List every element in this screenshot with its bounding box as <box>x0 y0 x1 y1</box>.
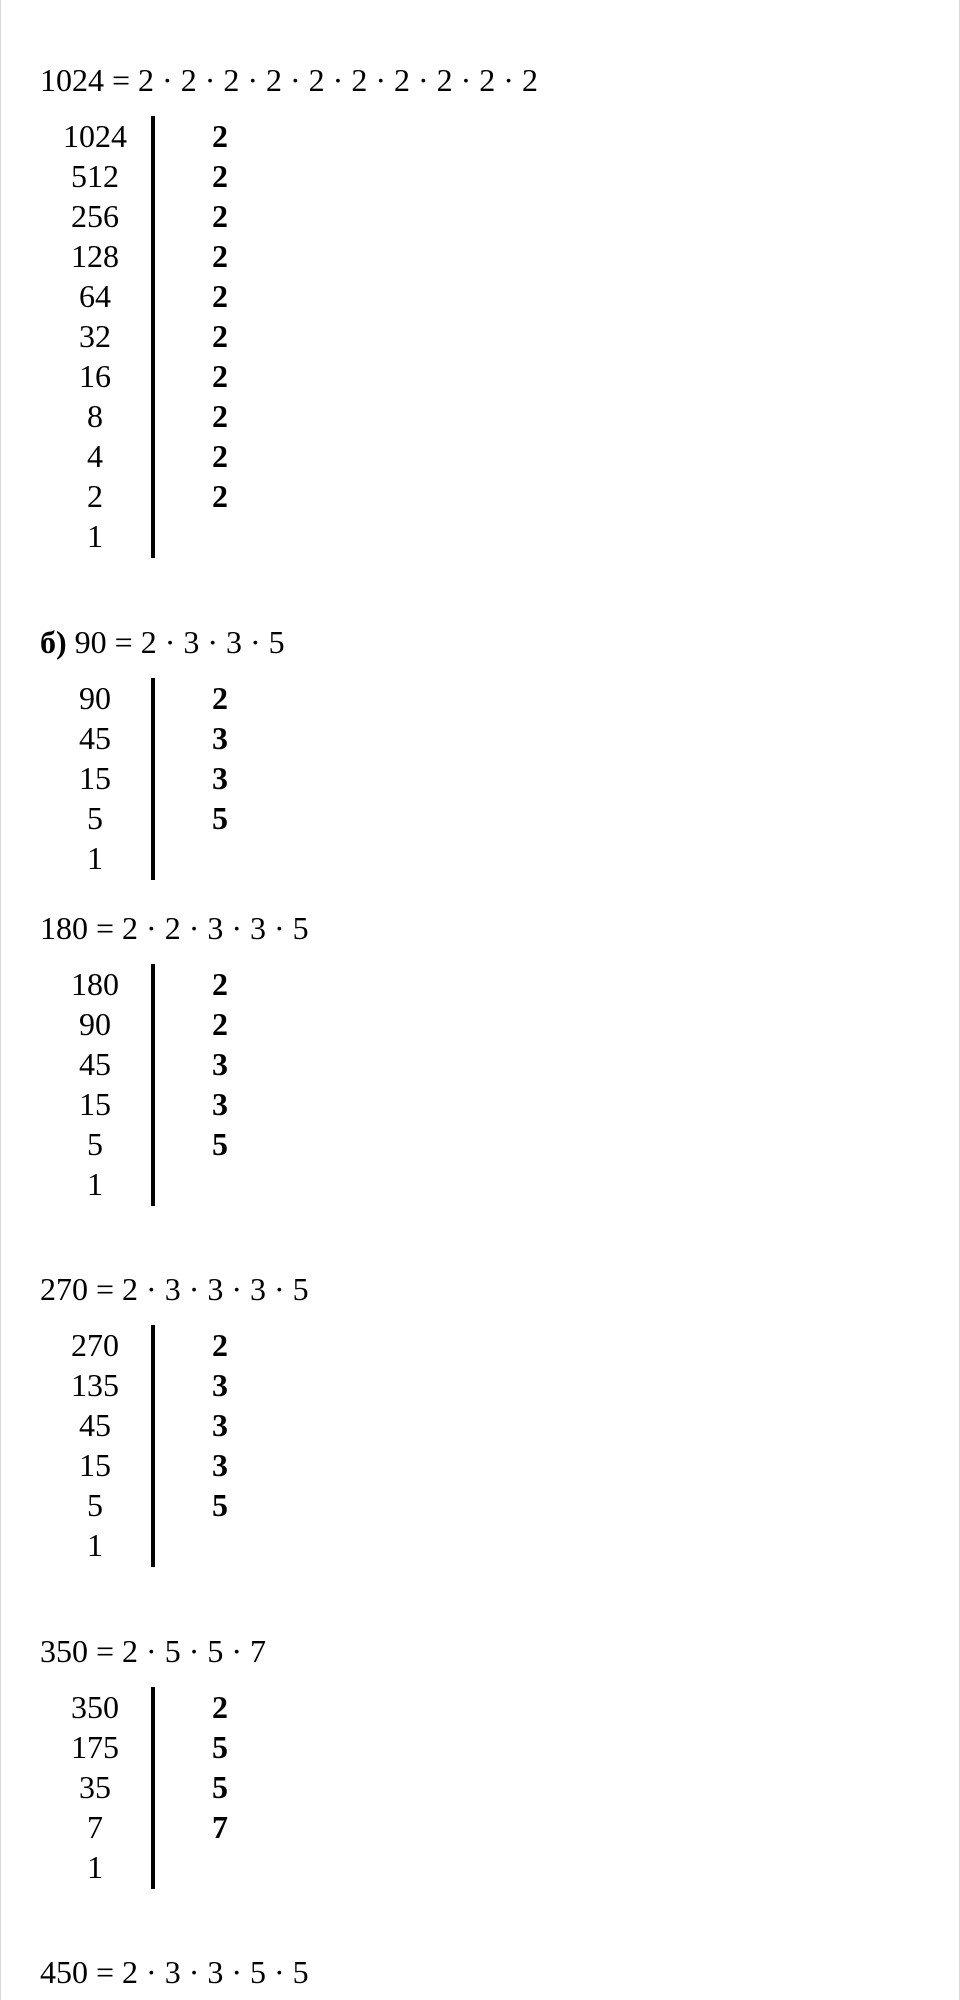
ladder-row <box>40 1485 280 1525</box>
dividend-number: 350 <box>71 1689 119 1725</box>
division-ladder <box>40 678 280 878</box>
ladder-row <box>40 1727 280 1767</box>
ladder-row <box>40 476 280 516</box>
dividend-number: 45 <box>79 1407 111 1443</box>
dividend-number: 90 <box>79 1006 111 1042</box>
ladder-row <box>40 436 280 476</box>
division-bar <box>151 116 155 558</box>
prime-factor: 2 <box>212 238 228 274</box>
ladder-row <box>40 276 280 316</box>
ladder-row <box>40 1847 280 1887</box>
dividend-number: 128 <box>71 238 119 274</box>
section-label: б) <box>40 624 67 660</box>
division-bar <box>151 678 155 880</box>
prime-factor: 3 <box>212 1447 228 1483</box>
ladder-row <box>40 678 280 718</box>
dividend-number: 512 <box>71 158 119 194</box>
ladder-row <box>40 1084 280 1124</box>
dividend-number: 1 <box>87 518 103 554</box>
dividend-number: 5 <box>87 800 103 836</box>
dividend-number: 1 <box>87 1527 103 1563</box>
prime-factor: 2 <box>212 358 228 394</box>
ladder-row <box>40 1365 280 1405</box>
equation-text: 1024 = 2 · 2 · 2 · 2 · 2 · 2 · 2 · 2 · 2 · 2 <box>40 62 538 98</box>
dividend-number: 15 <box>79 760 111 796</box>
prime-factor: 5 <box>212 1769 228 1805</box>
factorization-equation <box>40 908 309 948</box>
prime-factor: 2 <box>212 966 228 1002</box>
dividend-number: 1 <box>87 1849 103 1885</box>
prime-factor: 2 <box>212 198 228 234</box>
prime-factor: 2 <box>212 158 228 194</box>
ladder-row <box>40 316 280 356</box>
ladder-row <box>40 116 280 156</box>
prime-factor: 3 <box>212 1086 228 1122</box>
ladder-row <box>40 156 280 196</box>
prime-factor: 2 <box>212 1006 228 1042</box>
dividend-number: 1024 <box>63 118 127 154</box>
dividend-number: 15 <box>79 1447 111 1483</box>
dividend-number: 5 <box>87 1487 103 1523</box>
factorization-equation <box>40 1269 309 1309</box>
prime-factor: 2 <box>212 1327 228 1363</box>
equation-text: 90 = 2 · 3 · 3 · 5 <box>74 624 285 660</box>
prime-factor: 3 <box>212 1407 228 1443</box>
division-bar <box>151 1687 155 1889</box>
factorization-equation <box>40 60 538 100</box>
prime-factor: 5 <box>212 1487 228 1523</box>
prime-factor: 3 <box>212 760 228 796</box>
dividend-number: 35 <box>79 1769 111 1805</box>
prime-factor: 2 <box>212 398 228 434</box>
ladder-row <box>40 356 280 396</box>
prime-factor: 5 <box>212 1126 228 1162</box>
dividend-number: 270 <box>71 1327 119 1363</box>
division-ladder <box>40 1325 280 1565</box>
dividend-number: 1 <box>87 1166 103 1202</box>
ladder-row <box>40 964 280 1004</box>
division-bar <box>151 964 155 1206</box>
prime-factor: 2 <box>212 318 228 354</box>
ladder-row <box>40 1405 280 1445</box>
ladder-row <box>40 1004 280 1044</box>
dividend-number: 32 <box>79 318 111 354</box>
prime-factor: 3 <box>212 1367 228 1403</box>
prime-factor: 2 <box>212 118 228 154</box>
prime-factor: 2 <box>212 680 228 716</box>
ladder-row <box>40 516 280 556</box>
ladder-row <box>40 1325 280 1365</box>
division-ladder <box>40 116 280 556</box>
equation-text: 450 = 2 · 3 · 3 · 5 · 5 <box>40 1954 309 1990</box>
ladder-row <box>40 1767 280 1807</box>
prime-factor: 3 <box>212 720 228 756</box>
dividend-number: 16 <box>79 358 111 394</box>
ladder-row <box>40 758 280 798</box>
dividend-number: 15 <box>79 1086 111 1122</box>
dividend-number: 1 <box>87 840 103 876</box>
factorization-equation <box>40 622 285 662</box>
dividend-number: 175 <box>71 1729 119 1765</box>
factorization-equation <box>40 1952 309 1992</box>
factorization-equation <box>40 1631 266 1671</box>
equation-text: 270 = 2 · 3 · 3 · 3 · 5 <box>40 1271 309 1307</box>
dividend-number: 256 <box>71 198 119 234</box>
prime-factor: 2 <box>212 278 228 314</box>
dividend-number: 64 <box>79 278 111 314</box>
dividend-number: 5 <box>87 1126 103 1162</box>
equation-text: 180 = 2 · 2 · 3 · 3 · 5 <box>40 910 309 946</box>
dividend-number: 7 <box>87 1809 103 1845</box>
ladder-row <box>40 798 280 838</box>
dividend-number: 45 <box>79 1046 111 1082</box>
equation-text: 350 = 2 · 5 · 5 · 7 <box>40 1633 267 1669</box>
ladder-row <box>40 1807 280 1847</box>
dividend-number: 8 <box>87 398 103 434</box>
prime-factor: 2 <box>212 1689 228 1725</box>
dividend-number: 4 <box>87 438 103 474</box>
ladder-row <box>40 1164 280 1204</box>
ladder-row <box>40 396 280 436</box>
dividend-number: 45 <box>79 720 111 756</box>
ladder-row <box>40 1525 280 1565</box>
ladder-row <box>40 1445 280 1485</box>
prime-factor: 2 <box>212 478 228 514</box>
prime-factor: 5 <box>212 1729 228 1765</box>
ladder-row <box>40 1687 280 1727</box>
dividend-number: 90 <box>79 680 111 716</box>
dividend-number: 135 <box>71 1367 119 1403</box>
division-ladder <box>40 964 280 1204</box>
ladder-row <box>40 1044 280 1084</box>
ladder-row <box>40 236 280 276</box>
ladder-row <box>40 196 280 236</box>
dividend-number: 180 <box>71 966 119 1002</box>
division-ladder <box>40 1687 280 1887</box>
ladder-row <box>40 1124 280 1164</box>
prime-factor: 3 <box>212 1046 228 1082</box>
dividend-number: 2 <box>87 478 103 514</box>
division-bar <box>151 1325 155 1567</box>
prime-factor: 2 <box>212 438 228 474</box>
ladder-row <box>40 838 280 878</box>
prime-factor: 7 <box>212 1809 228 1845</box>
prime-factor: 5 <box>212 800 228 836</box>
ladder-row <box>40 718 280 758</box>
